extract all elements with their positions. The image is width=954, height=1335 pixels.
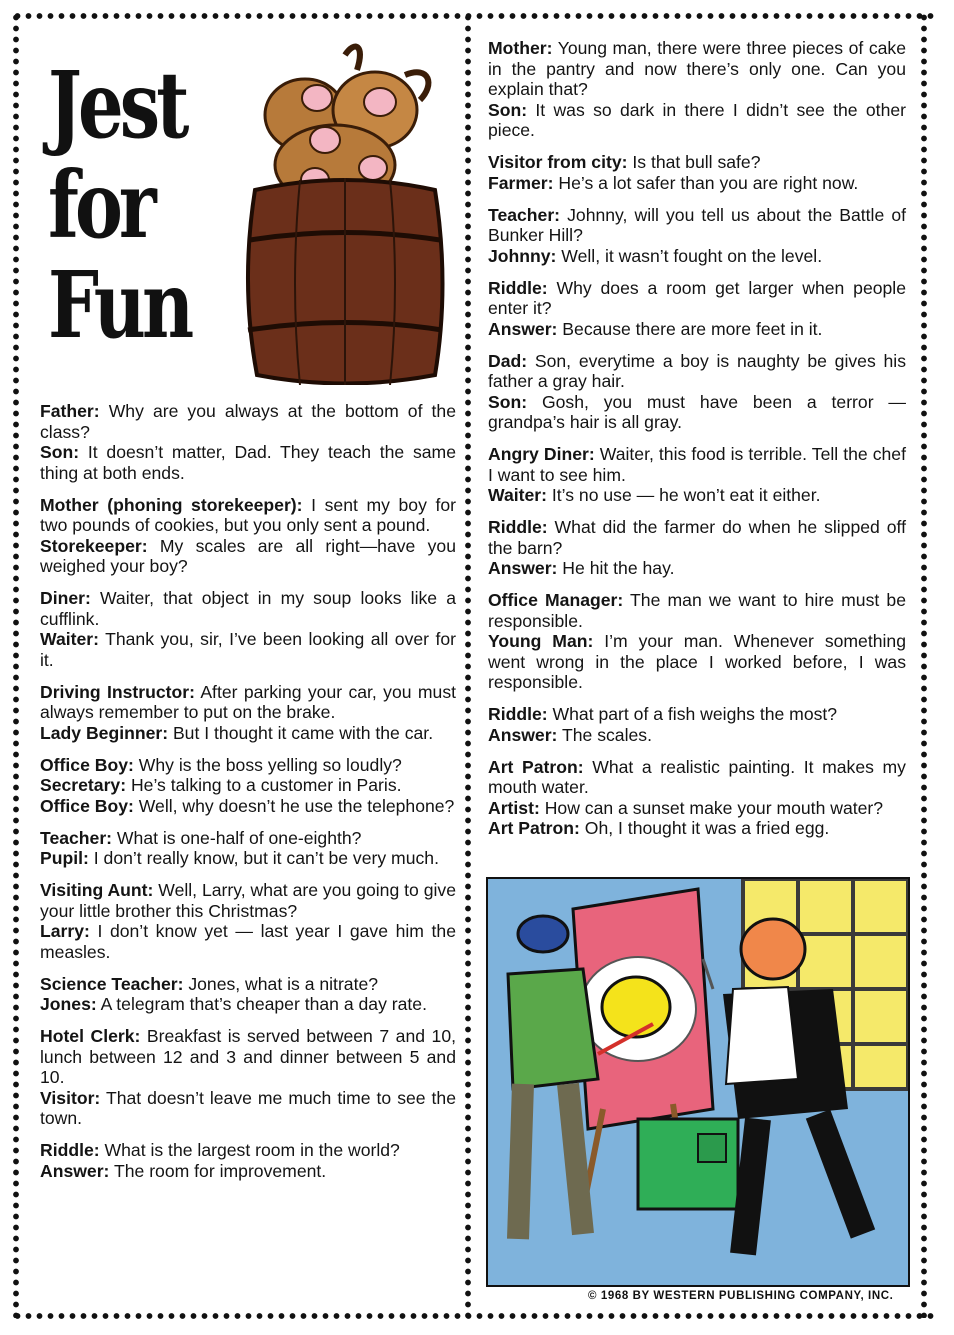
joke-line [40, 994, 456, 1015]
joke-speaker: Son: [40, 442, 80, 462]
joke-line [40, 880, 456, 921]
joke-text: How can a sunset make your mouth water? [539, 797, 884, 818]
joke-line [488, 392, 906, 433]
joke-text: After parking your car, you must always remember to put on the brake. [40, 681, 457, 722]
joke-text: Is that bull safe? [627, 152, 761, 172]
joke-item [488, 278, 906, 340]
border-left [12, 12, 20, 1318]
joke-speaker: Riddle: [40, 1140, 100, 1160]
joke-speaker: Office Boy: [40, 795, 134, 816]
joke-item [40, 880, 456, 962]
joke-line [488, 38, 906, 100]
title-line-3: Fun [48, 251, 191, 359]
joke-line [40, 828, 456, 849]
joke-line [40, 921, 456, 962]
joke-line [40, 401, 456, 442]
joke-speaker: Pupil: [40, 848, 89, 868]
joke-item [40, 828, 456, 869]
joke-item [488, 152, 906, 193]
joke-speaker: Visiting Aunt: [40, 880, 154, 900]
joke-line [40, 495, 456, 536]
joke-item [40, 1140, 456, 1181]
barrel [248, 178, 443, 385]
joke-text: Waiter, that object in my soup looks like a cufflink. [40, 588, 456, 629]
joke-item [488, 38, 906, 141]
joke-item [488, 517, 906, 579]
joke-speaker: Son: [488, 99, 528, 120]
joke-item [40, 974, 456, 1015]
joke-line [40, 723, 456, 744]
joke-text: Waiter, this food is terrible. Tell the chef I want to see him. [488, 444, 906, 485]
joke-text: I don’t know yet — last year I gave him the measles. [40, 921, 456, 962]
joke-line [40, 974, 456, 995]
joke-speaker: Mother: [488, 38, 553, 58]
joke-speaker: Office Manager: [488, 590, 624, 610]
joke-item [488, 444, 906, 506]
joke-text: He hit the hay. [557, 558, 675, 578]
joke-item [488, 351, 906, 433]
joke-text: Johnny, will you tell us about the Battle of Bunker Hill? [488, 204, 906, 245]
green-cabinet [638, 1119, 738, 1209]
joke-text: Son, everytime a boy is naughty be gives his father a gray hair. [488, 350, 906, 391]
joke-line [40, 629, 456, 670]
right-jokes-column [488, 38, 906, 850]
joke-line [488, 725, 906, 746]
joke-text: Why are you always at the bottom of the class? [40, 401, 456, 442]
border-bottom [12, 1312, 937, 1320]
joke-speaker: Diner: [40, 588, 91, 608]
joke-item [488, 205, 906, 267]
joke-speaker: Farmer: [488, 172, 554, 193]
joke-speaker: Office Boy: [40, 754, 134, 775]
joke-speaker: Mother (phoning storekeeper): [40, 494, 303, 515]
joke-line [488, 246, 906, 267]
joke-text: Well, why doesn’t he use the telephone? [133, 795, 455, 816]
joke-text: Gosh, you must have been a terror — grandpa’s hair is all gray. [488, 391, 906, 432]
joke-text: I sent my boy for two pounds of cookies, but you only sent a pound. [40, 494, 456, 535]
joke-speaker: Answer: [488, 558, 558, 578]
joke-line [40, 442, 456, 483]
joke-text: The room for improvement. [109, 1160, 327, 1181]
joke-line [488, 205, 906, 246]
joke-text: Because there are more feet in it. [557, 318, 823, 339]
joke-speaker: Answer: [488, 318, 558, 339]
joke-text: A telegram that’s cheaper than a day rate. [96, 994, 427, 1014]
joke-line [488, 818, 906, 839]
joke-text: The man we want to hire must be responsible. [488, 590, 906, 631]
joke-text: Well, it wasn’t fought on the level. [556, 245, 823, 266]
copyright-notice: © 1968 BY WESTERN PUBLISHING COMPANY, INC. [588, 1290, 894, 1302]
joke-line [40, 775, 456, 796]
column-divider [464, 12, 472, 1318]
joke-text: It doesn’t matter, Dad. They teach the same thing at both ends. [40, 442, 456, 483]
joke-speaker: Riddle: [488, 704, 548, 724]
joke-line [488, 757, 906, 798]
joke-text: He’s a lot safer than you are right now. [553, 172, 859, 193]
joke-line [488, 558, 906, 579]
joke-speaker: Art Patron: [488, 756, 584, 777]
joke-text: The scales. [557, 724, 652, 745]
joke-speaker: Answer: [488, 724, 558, 745]
page-title [48, 51, 204, 359]
joke-speaker: Teacher: [488, 204, 561, 225]
joke-text: What is one-half of one-eighth? [112, 827, 362, 848]
joke-line [40, 536, 456, 577]
joke-line [40, 1088, 456, 1129]
joke-item [40, 1026, 456, 1129]
joke-line [40, 682, 456, 723]
joke-speaker: Storekeeper: [40, 535, 148, 556]
joke-speaker: Driving Instructor: [40, 681, 195, 702]
joke-text: I’m your man. Whenever something went wrong in the place I worked before, I was responsible. [488, 631, 906, 692]
joke-text: Why is the boss yelling so loudly? [133, 754, 402, 775]
joke-speaker: Waiter: [40, 629, 99, 649]
joke-line [488, 444, 906, 485]
joke-speaker: Riddle: [488, 517, 548, 537]
joke-line [488, 351, 906, 392]
joke-text: But I thought it came with the car. [168, 722, 434, 743]
joke-text: Young man, there were three pieces of cake in the pantry and now there’s only one. Can you explain that? [488, 38, 906, 99]
title-line-2: for [48, 151, 153, 259]
joke-text: Breakfast is served between 7 and 10, lunch between 12 and 3 and dinner between 5 and 10. [40, 1026, 456, 1087]
joke-line [488, 319, 906, 340]
joke-line [40, 755, 456, 776]
joke-line [488, 631, 906, 693]
joke-speaker: Angry Diner: [488, 444, 595, 464]
joke-line [488, 173, 906, 194]
joke-line [40, 1161, 456, 1182]
joke-text: Thank you, sir, I’ve been looking all over for it. [40, 629, 456, 670]
joke-line [488, 798, 906, 819]
joke-text: My scales are all right—have you weighed your boy? [40, 535, 456, 576]
joke-text: Jones, what is a nitrate? [183, 973, 379, 994]
joke-line [488, 485, 906, 506]
joke-text: It was so dark in there I didn’t see the other piece. [488, 99, 906, 140]
joke-text: Why does a room get larger when people enter it? [488, 277, 906, 318]
joke-text: It’s no use — he won’t eat it either. [546, 485, 821, 505]
joke-speaker: Dad: [488, 350, 528, 371]
joke-speaker: Young Man: [488, 631, 594, 651]
joke-line [40, 1026, 456, 1088]
joke-speaker: Lady Beginner: [40, 722, 169, 743]
joke-line [488, 152, 906, 173]
joke-speaker: Artist: [488, 797, 540, 818]
joke-speaker: Teacher: [40, 827, 113, 848]
joke-speaker: Science Teacher: [40, 973, 184, 994]
joke-speaker: Johnny: [488, 245, 557, 266]
joke-speaker: Hotel Clerk: [40, 1026, 141, 1046]
joke-text: I don’t really know, but it can’t be very much. [88, 848, 439, 868]
joke-speaker: Waiter: [488, 485, 547, 505]
joke-speaker: Visitor from city: [488, 152, 628, 172]
joke-line [40, 588, 456, 629]
joke-text: What a realistic painting. It makes my mouth water. [488, 756, 906, 797]
joke-text: That doesn’t leave me much time to see the town. [40, 1087, 456, 1128]
joke-item [40, 682, 456, 744]
joke-speaker: Secretary: [40, 775, 127, 795]
joke-line [488, 590, 906, 631]
joke-text: What part of a fish weighs the most? [547, 704, 838, 724]
left-jokes-column [40, 401, 456, 1193]
joke-line [488, 278, 906, 319]
joke-line [488, 100, 906, 141]
joke-item [40, 755, 456, 817]
joke-speaker: Art Patron: [488, 818, 580, 838]
title-line-1: Jest [48, 51, 186, 159]
border-right [920, 12, 928, 1318]
joke-item [40, 401, 456, 483]
monkeys-barrel-illustration [245, 40, 445, 385]
joke-speaker: Visitor: [40, 1087, 101, 1108]
cartoon-panel [486, 877, 910, 1287]
joke-text: What is the largest room in the world? [99, 1140, 400, 1160]
joke-speaker: Father: [40, 401, 100, 421]
joke-item [488, 757, 906, 839]
joke-line [40, 1140, 456, 1161]
joke-speaker: Jones: [40, 994, 97, 1014]
joke-item [40, 588, 456, 670]
joke-speaker: Riddle: [488, 277, 548, 298]
joke-line [40, 848, 456, 869]
joke-item [488, 590, 906, 693]
joke-speaker: Son: [488, 391, 528, 412]
joke-text: Well, Larry, what are you going to give your little brother this Christmas? [40, 880, 456, 921]
joke-line [40, 796, 456, 817]
joke-speaker: Answer: [40, 1160, 110, 1181]
joke-speaker: Larry: [40, 921, 90, 941]
joke-text: What did the farmer do when he slipped off the barn? [488, 517, 906, 558]
artist-and-patron-cartoon [488, 879, 908, 1285]
joke-text: Oh, I thought it was a fried egg. [579, 818, 830, 838]
joke-line [488, 517, 906, 558]
border-top [12, 12, 937, 20]
joke-item [488, 704, 906, 745]
joke-text: He’s talking to a customer in Paris. [126, 775, 402, 795]
joke-item [40, 495, 456, 577]
joke-line [488, 704, 906, 725]
